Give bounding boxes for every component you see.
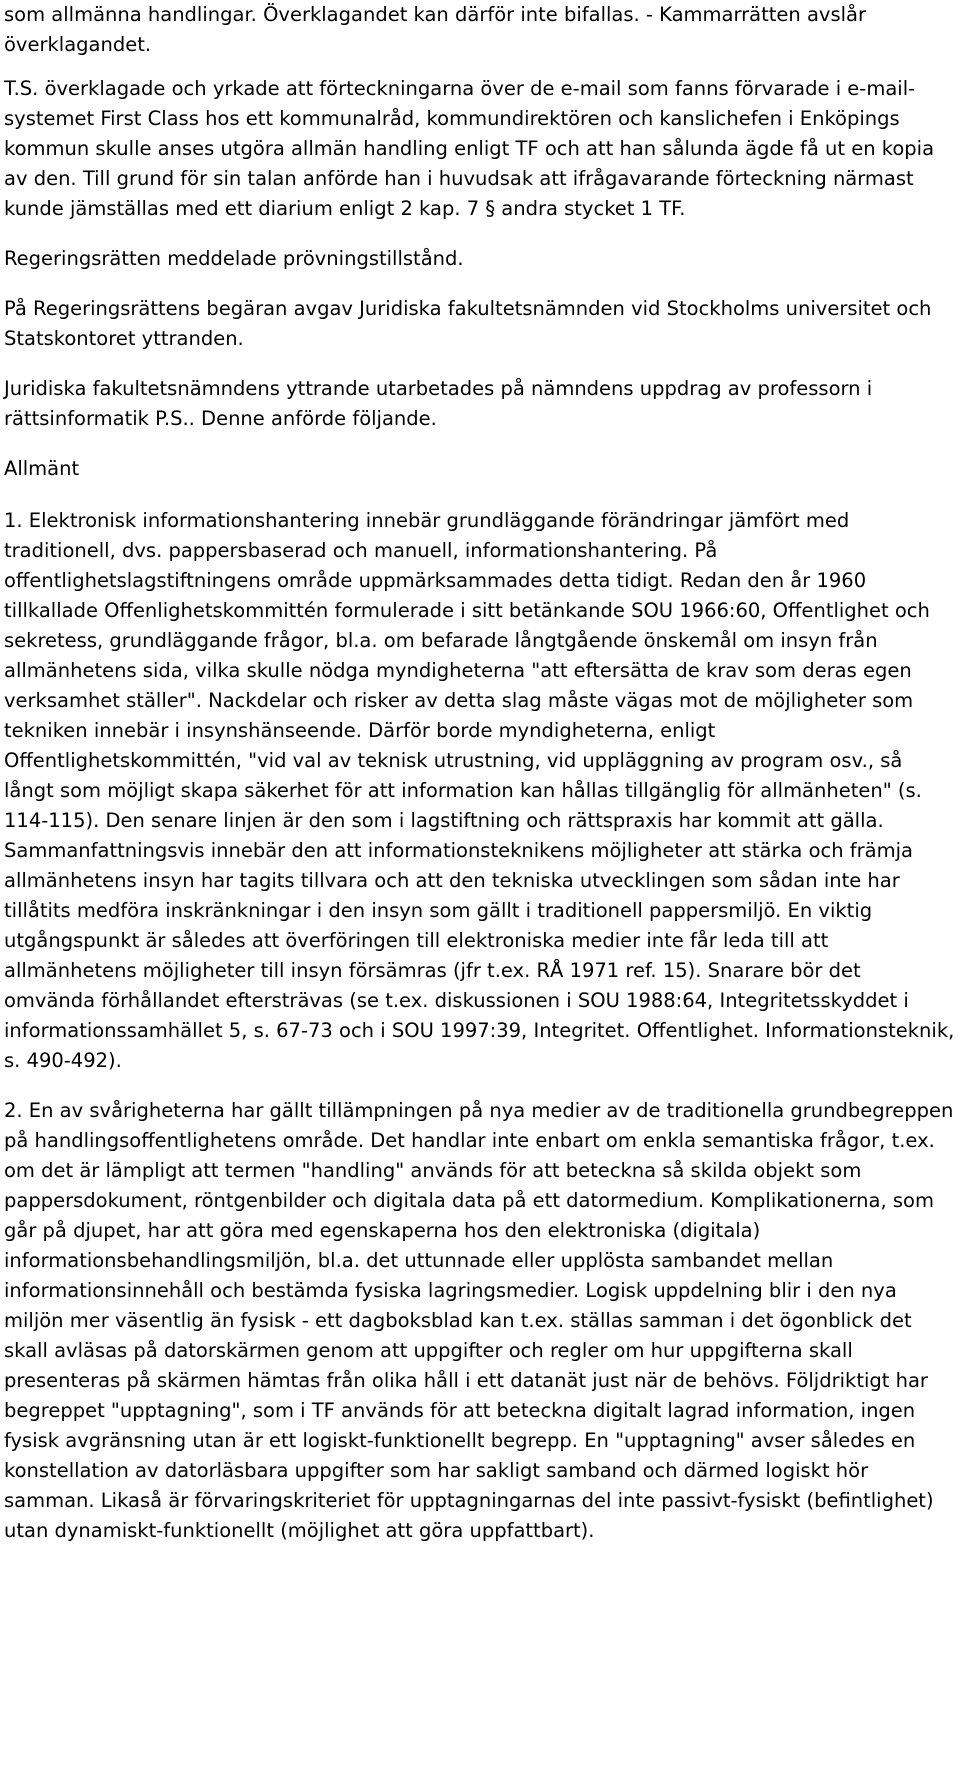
- paragraph-point-1: 1. Elektronisk informationshantering innebär grundläggande förändringar jämfört med traditionell, dvs. pappersbaserad och manuell, informationshantering. På offentlighetslagstiftningens område uppmärksammades detta tidigt. Redan den år 1960 tillkallade Offenlighetskommittén formulerade i sitt betänkande SOU 1966:60, Offentlighet och sekretess, grundläggande frågor, bl.a. om befarade långtgående önskemål om insyn från allmänhetens sida, vilka skulle nödga myndigheterna "att eftersätta de krav som deras egen verksamhet ställer". Nackdelar och risker av detta slag måste vägas mot de möjligheter som tekniken innebär i insynshänseende. Därför borde myndigheterna, enligt Offentlighetskommittén, "vid val av teknisk utrustning, vid uppläggning av program osv., så långt som möjligt skapa säkerhet för att information kan hållas tillgänglig för allmänheten" (s. 114-115). Den senare linjen är den som i lagstiftning och rättspraxis har kommit att gälla. Sammanfattningsvis innebär den att informationsteknikens möjligheter att stärka och främja allmänhetens insyn har tagits tillvara och att den tekniska utvecklingen som sådan inte har tillåtits medföra inskränkningar i den insyn som gällt i traditionell pappersmiljö. En viktig utgångspunkt är således att överföringen till elektroniska medier inte får leda till att allmänhetens möjligheter till insyn försämras (jfr t.ex. RÅ 1971 ref. 15). Snarare bör det omvända förhållandet eftersträvas (se t.ex. diskussionen i SOU 1988:64, Integritetsskyddet i informationssamhället 5, s. 67-73 och i SOU 1997:39, Integritet. Offentlighet. Informationsteknik, s. 490-492).: [4, 509, 955, 1072]
- paragraph-point-2: 2. En av svårigheterna har gällt tillämpningen på nya medier av de traditionella grundbegreppen på handlingsoffentlighetens område. Det handlar inte enbart om enkla semantiska frågor, t.ex. om det är lämpligt att termen "handling" används för att beteckna så skilda objekt som pappersdokument, röntgenbilder och digitala data på ett datormedium. Komplikationerna, som går på djupet, har att göra med egenskaperna hos den elektroniska (digitala) informationsbehandlingsmiljön, bl.a. det uttunnade eller upplösta sambandet mellan informationsinnehåll och bestämda fysiska lagringsmedier. Logisk uppdelning blir i den nya miljön mer väsentlig än fysisk - ett dagboksblad kan t.ex. ställas samman i det ögonblick det skall avläsas på datorskärmen genom att uppgifter och regler om hur uppgifterna skall presenteras på skärmen hämtas från olika håll i ett datanät just när de behövs. Följdriktigt har begreppet "upptagning", som i TF används för att beteckna digitalt lagrad information, ingen fysisk avgränsning utan är ett logiskt-funktionellt begrepp. En "upptagning" avser således en konstellation av datorläsbara uppgifter som har sakligt samband och därmed logiskt hör samman. Likaså är förvaringskriteriet för upptagningarnas del inte passivt-fysiskt (befintlighet) utan dynamiskt-funktionellt (möjlighet att göra uppfattbart).: [4, 1099, 954, 1542]
- document-page: [4, 0, 956, 1566]
- paragraph-faculty-statement: Juridiska fakultetsnämndens yttrande utarbetades på nämndens uppdrag av professorn i rättsinformatik P.S.. Denne anförde följande.: [4, 377, 873, 430]
- paragraph-ts-appeal: T.S. överklagade och yrkade att förteckningarna över de e-mail som fanns förvarade i e-mail-systemet First Class hos ett kommunalråd, kommundirektören och kanslichefen i Enköpings kommun skulle anses utgöra allmän handling enligt TF och att han sålunda ägde få ut en kopia av den. Till grund för sin talan anförde han i huvudsak att ifrågavarande förteckning närmast kunde jämställas med ett diarium enligt 2 kap. 7 § andra stycket 1 TF.: [4, 77, 935, 220]
- paragraph-leave-to-appeal: Regeringsrätten meddelade prövningstillstånd.: [4, 247, 464, 270]
- paragraph-appeal-rejected: som allmänna handlingar. Överklagandet kan därför inte bifallas. - Kammarrätten avslår överklagandet.: [4, 3, 867, 56]
- section-heading-general: Allmänt: [4, 457, 80, 480]
- paragraph-statements-requested: På Regeringsrättens begäran avgav Juridiska fakultetsnämnden vid Stockholms universitet och Statskontoret yttranden.: [4, 297, 932, 350]
